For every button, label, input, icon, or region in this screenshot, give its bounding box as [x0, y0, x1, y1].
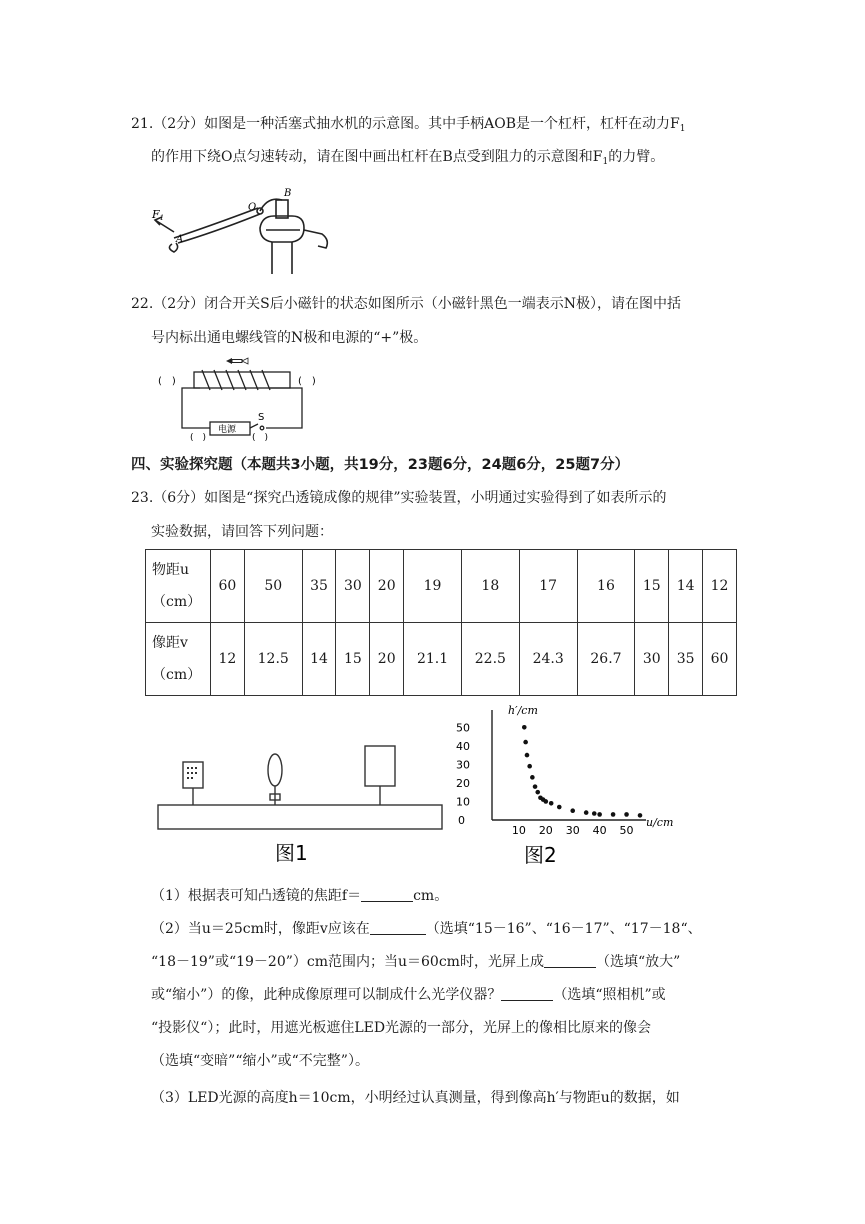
scatter-chart [450, 700, 674, 870]
compass-needle-s [232, 360, 242, 363]
v-cell: 12.5 [244, 623, 302, 696]
power-label: 电源 [218, 425, 237, 435]
q23-p2-l2-text-a: “18－19”或“19－20”）cm范围内；当u＝60cm时，光屏上成 [151, 954, 544, 970]
data-point [523, 740, 528, 745]
q23-line1: 23.（6分）如图是“探究凸透镜成像的规律”实验装置，小明通过实验得到了如表所示的 [131, 490, 667, 506]
data-point [527, 764, 532, 769]
data-point [549, 801, 554, 806]
y-tick-label: 40 [456, 739, 470, 753]
row-v-head [146, 623, 211, 696]
data-point [592, 811, 597, 816]
chart-points [522, 725, 642, 818]
u-cell: 17 [519, 550, 577, 623]
row-v-head-unit: （cm） [152, 667, 202, 683]
data-point [533, 784, 538, 789]
data-point [597, 812, 602, 817]
section4-title: 四、实验探究题（本题共3小题，共19分，23题6分，24题6分，25题7分） [131, 457, 630, 473]
y-axis-label-prefix: h′ [508, 704, 518, 717]
v-cell: 24.3 [519, 623, 577, 696]
data-point [624, 812, 629, 817]
u-cell: 20 [370, 550, 404, 623]
row-u-head-unit: （cm） [152, 594, 202, 610]
switch-label: S [258, 412, 265, 423]
u-cell: 30 [336, 550, 370, 623]
q23-p2-l5: （选填“变暗”“缩小”或“不完整”）。 [151, 1053, 369, 1069]
data-point [584, 810, 589, 815]
u-cell: 16 [577, 550, 635, 623]
u-cell: 12 [703, 550, 737, 623]
o-label: O [248, 202, 257, 213]
answer-blank-focal[interactable] [361, 887, 413, 902]
v-cell: 12 [211, 623, 245, 696]
q21-line2-sub: 1 [602, 157, 609, 167]
pump-body [260, 216, 304, 242]
y-tick-label: 20 [456, 776, 470, 790]
bench-rail [158, 805, 442, 829]
q21-line2-text-a: 的作用下绕O点匀速转动，请在图中画出杠杆在B点受到阻力的示意图和F [151, 149, 603, 165]
q21-line2 [151, 147, 664, 172]
u-cell: 15 [635, 550, 669, 623]
wire-left [182, 388, 210, 428]
answer-blank-image-size[interactable] [544, 953, 596, 968]
x-tick-label: 20 [538, 824, 553, 837]
solenoid-right-paren: ( ) [298, 376, 316, 387]
y-tick-label: 10 [456, 795, 470, 809]
q23-p2-l1-text-a: （2）当u＝25cm时，像距v应该在 [151, 921, 370, 937]
q23-p2-l4: “投影仪“）；此时，用遮光板遮住LED光源的一部分，光屏上的像相比原来的像会 [151, 1020, 652, 1036]
v-cell: 30 [635, 623, 669, 696]
y-axis-label [508, 704, 538, 717]
switch-contact [260, 426, 264, 430]
y-tick-label: 50 [456, 721, 470, 735]
q22-line1: 22.（2分）闭合开关S后小磁针的状态如图所示（小磁针黑色一端表示N极），请在图中括 [131, 296, 682, 312]
solenoid-figure [158, 358, 338, 442]
solenoid-left-paren: ( ) [158, 376, 176, 387]
screen [365, 746, 395, 786]
table-row-v [146, 623, 737, 696]
x-tick-label: 40 [592, 824, 607, 837]
wire-right [266, 388, 302, 428]
x-tick-label: 10 [511, 824, 526, 837]
handle-upper [174, 208, 258, 238]
q21-line1-sub: 1 [679, 124, 686, 134]
power-right-paren: ( ) [252, 433, 269, 443]
q23-p1-text-b: cm。 [413, 888, 449, 904]
v-cell: 15 [336, 623, 370, 696]
q21-line2-text-b: 的力臂。 [608, 149, 665, 165]
y-tick-label: 0 [458, 814, 465, 827]
u-cell: 60 [211, 550, 245, 623]
q23-p2-l3 [151, 985, 666, 1005]
answer-blank-instrument[interactable] [501, 986, 553, 1001]
q23-line2: 实验数据，请回答下列问题： [151, 524, 333, 540]
data-point [544, 799, 549, 804]
u-cell: 19 [404, 550, 462, 623]
power-left-paren: ( ) [190, 433, 207, 443]
chart-axes [492, 710, 646, 820]
q23-p3: （3）LED光源的高度h＝10cm，小明经过认真测量，得到像高h′与物距u的数据，如 [151, 1090, 680, 1106]
q23-p2-l1-text-b: （选填“15－16”、“16－17”、“17－18“、 [425, 921, 702, 937]
fig2-caption: 图2 [524, 843, 557, 867]
v-cell: 60 [703, 623, 737, 696]
data-table [145, 549, 737, 696]
q23-p2-l2 [151, 952, 680, 972]
handle-lower [178, 214, 260, 243]
row-u-head [146, 550, 211, 623]
y-axis-label-unit: /cm [517, 704, 538, 717]
v-cell: 20 [370, 623, 404, 696]
data-point [570, 808, 575, 813]
x-axis-label: u/cm [646, 816, 674, 829]
data-point [525, 753, 530, 758]
q23-p2-l3-text-a: 或“缩小”）的像，此种成像原理可以制成什么光学仪器？ [151, 987, 502, 1003]
f1-label: F1 [152, 208, 165, 222]
spout [304, 230, 327, 248]
data-point [530, 775, 535, 780]
answer-blank-v-range[interactable] [370, 920, 426, 935]
u-cell: 50 [244, 550, 302, 623]
switch-blade [250, 424, 258, 428]
v-cell: 26.7 [577, 623, 635, 696]
a-label: A [176, 234, 184, 245]
led-pattern [187, 767, 197, 779]
q22-line2: 号内标出通电螺线管的N极和电源的“+”极。 [151, 330, 428, 346]
table-row-u [146, 550, 737, 623]
u-cell: 18 [461, 550, 519, 623]
compass-needle-n [226, 358, 232, 364]
led-source [183, 762, 203, 788]
u-cell: 35 [302, 550, 336, 623]
b-label: B [284, 188, 292, 199]
x-tick-label: 30 [565, 824, 580, 837]
data-point [638, 813, 643, 818]
u-cell: 14 [669, 550, 703, 623]
v-cell: 35 [669, 623, 703, 696]
q21-line1 [131, 114, 686, 139]
q23-p2-l2-text-b: （选填“放大” [595, 954, 681, 970]
row-v-head-label: 像距v [152, 635, 188, 651]
row-u-head-label: 物距u [152, 562, 190, 578]
data-point [522, 725, 527, 730]
compass-needle-tail [242, 358, 248, 364]
x-tick-label: 50 [619, 824, 634, 837]
data-point [535, 790, 540, 795]
y-tick-label: 30 [456, 758, 470, 772]
data-point [557, 805, 562, 810]
v-cell: 21.1 [404, 623, 462, 696]
q23-p1-text-a: （1）根据表可知凸透镜的焦距f＝ [151, 888, 362, 904]
lens [268, 754, 282, 786]
pump-figure [150, 186, 340, 276]
v-cell: 14 [302, 623, 336, 696]
q23-p1 [151, 886, 448, 906]
data-point [611, 812, 616, 817]
q23-p2-l1 [151, 919, 702, 939]
optical-bench-figure [155, 746, 445, 866]
solenoid-coil [202, 370, 270, 390]
v-cell: 22.5 [461, 623, 519, 696]
q23-p2-l3-text-b: （选填“照相机”或 [553, 987, 666, 1003]
q21-line1-text: 21.（2分）如图是一种活塞式抽水机的示意图。其中手柄AOB是一个杠杆，杠杆在动力F [131, 116, 680, 132]
fig1-caption: 图1 [275, 841, 308, 865]
